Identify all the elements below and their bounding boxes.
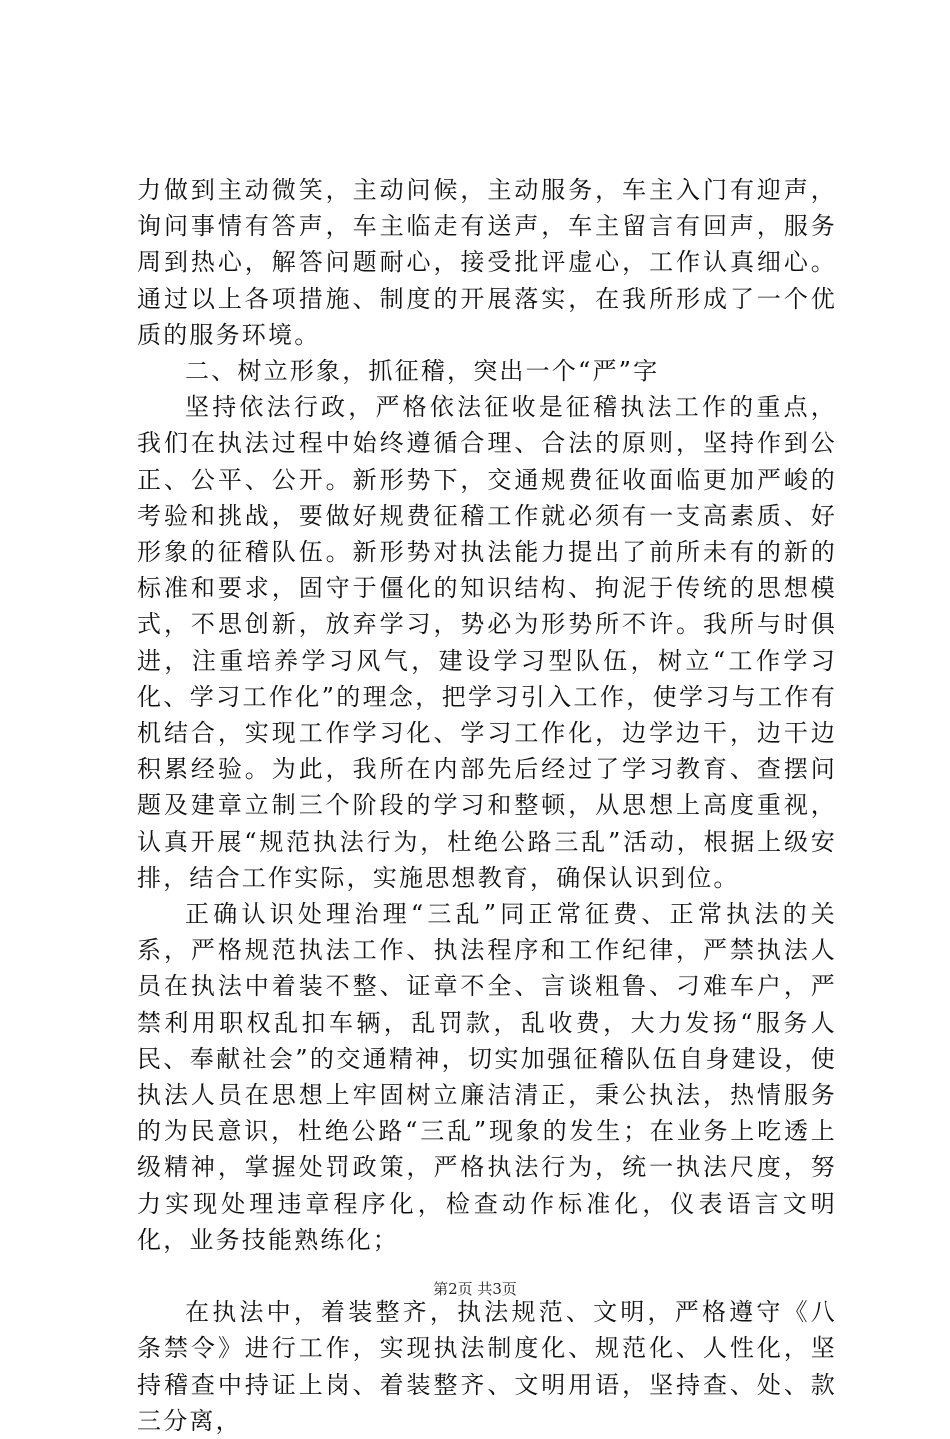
paragraph-enforcement-conduct: 在执法中，着装整齐，执法规范、文明，严格遵守《八条禁令》进行工作，实现执法制度化、规范化、人性化，坚持稽查中持证上岗、着装整齐、文明用语，坚持查、处、款三分离，	[137, 1298, 837, 1435]
section-heading-strict: 二、树立形象，抓征稽，突出一个“严”字	[185, 357, 660, 386]
page-footer: 第2页 共3页	[433, 1280, 517, 1298]
paragraph-three-chaos: 正确认识处理治理“三乱”同正常征费、正常执法的关系，严格规范执法工作、执法程序和工作纪律，严禁执法人员在执法中着装不整、证章不全、言谈粗鲁、刁难车户，严禁利用职权乱扣车辆，乱罚款，乱收费，大力发扬“服务人民、奉献社会”的交通精神，切实加强征稽队伍自身建设，使执法人员在思想上牢固树立廉洁清正，秉公执法，热情服务的为民意识，杜绝公路“三乱”现象的发生；在业务上吃透上级精神，掌握处罚政策，严格执法行为，统一执法尺度，努力实现处理违章程序化，检查动作标准化，仪表语言文明化，业务技能熟练化；	[137, 900, 837, 1254]
document-body	[137, 172, 837, 1439]
paragraph-service-environment: 力做到主动微笑，主动问候，主动服务，车主入门有迎声，询问事情有答声，车主临走有送声，车主留言有回声，服务周到热心，解答问题耐心，接受批评虚心，工作认真细心。通过以上各项措施、制度的开展落实，在我所形成了一个优质的服务环境。	[137, 176, 837, 349]
paragraph-law-enforcement: 坚持依法行政，严格依法征收是征稽执法工作的重点，我们在执法过程中始终遵循合理、合法的原则，坚持作到公正、公平、公开。新形势下，交通规费征收面临更加严峻的考验和挑战，要做好规费征稽工作就必须有一支高素质、好形象的征稽队伍。新形势对执法能力提出了前所未有的新的标准和要求，固守于僵化的知识结构、拘泥于传统的思想模式，不思创新，放弃学习，势必为形势所不许。我所与时俱进，注重培养学习风气，建设学习型队伍，树立“工作学习化、学习工作化”的理念，把学习引入工作，使学习与工作有机结合，实现工作学习化、学习工作化，边学边干，边干边积累经验。为此，我所在内部先后经过了学习教育、查摆问题及建章立制三个阶段的学习和整顿，从思想上高度重视，认真开展“规范执法行为，杜绝公路三乱”活动，根据上级安排，结合工作实际，实施思想教育，确保认识到位。	[137, 393, 837, 892]
